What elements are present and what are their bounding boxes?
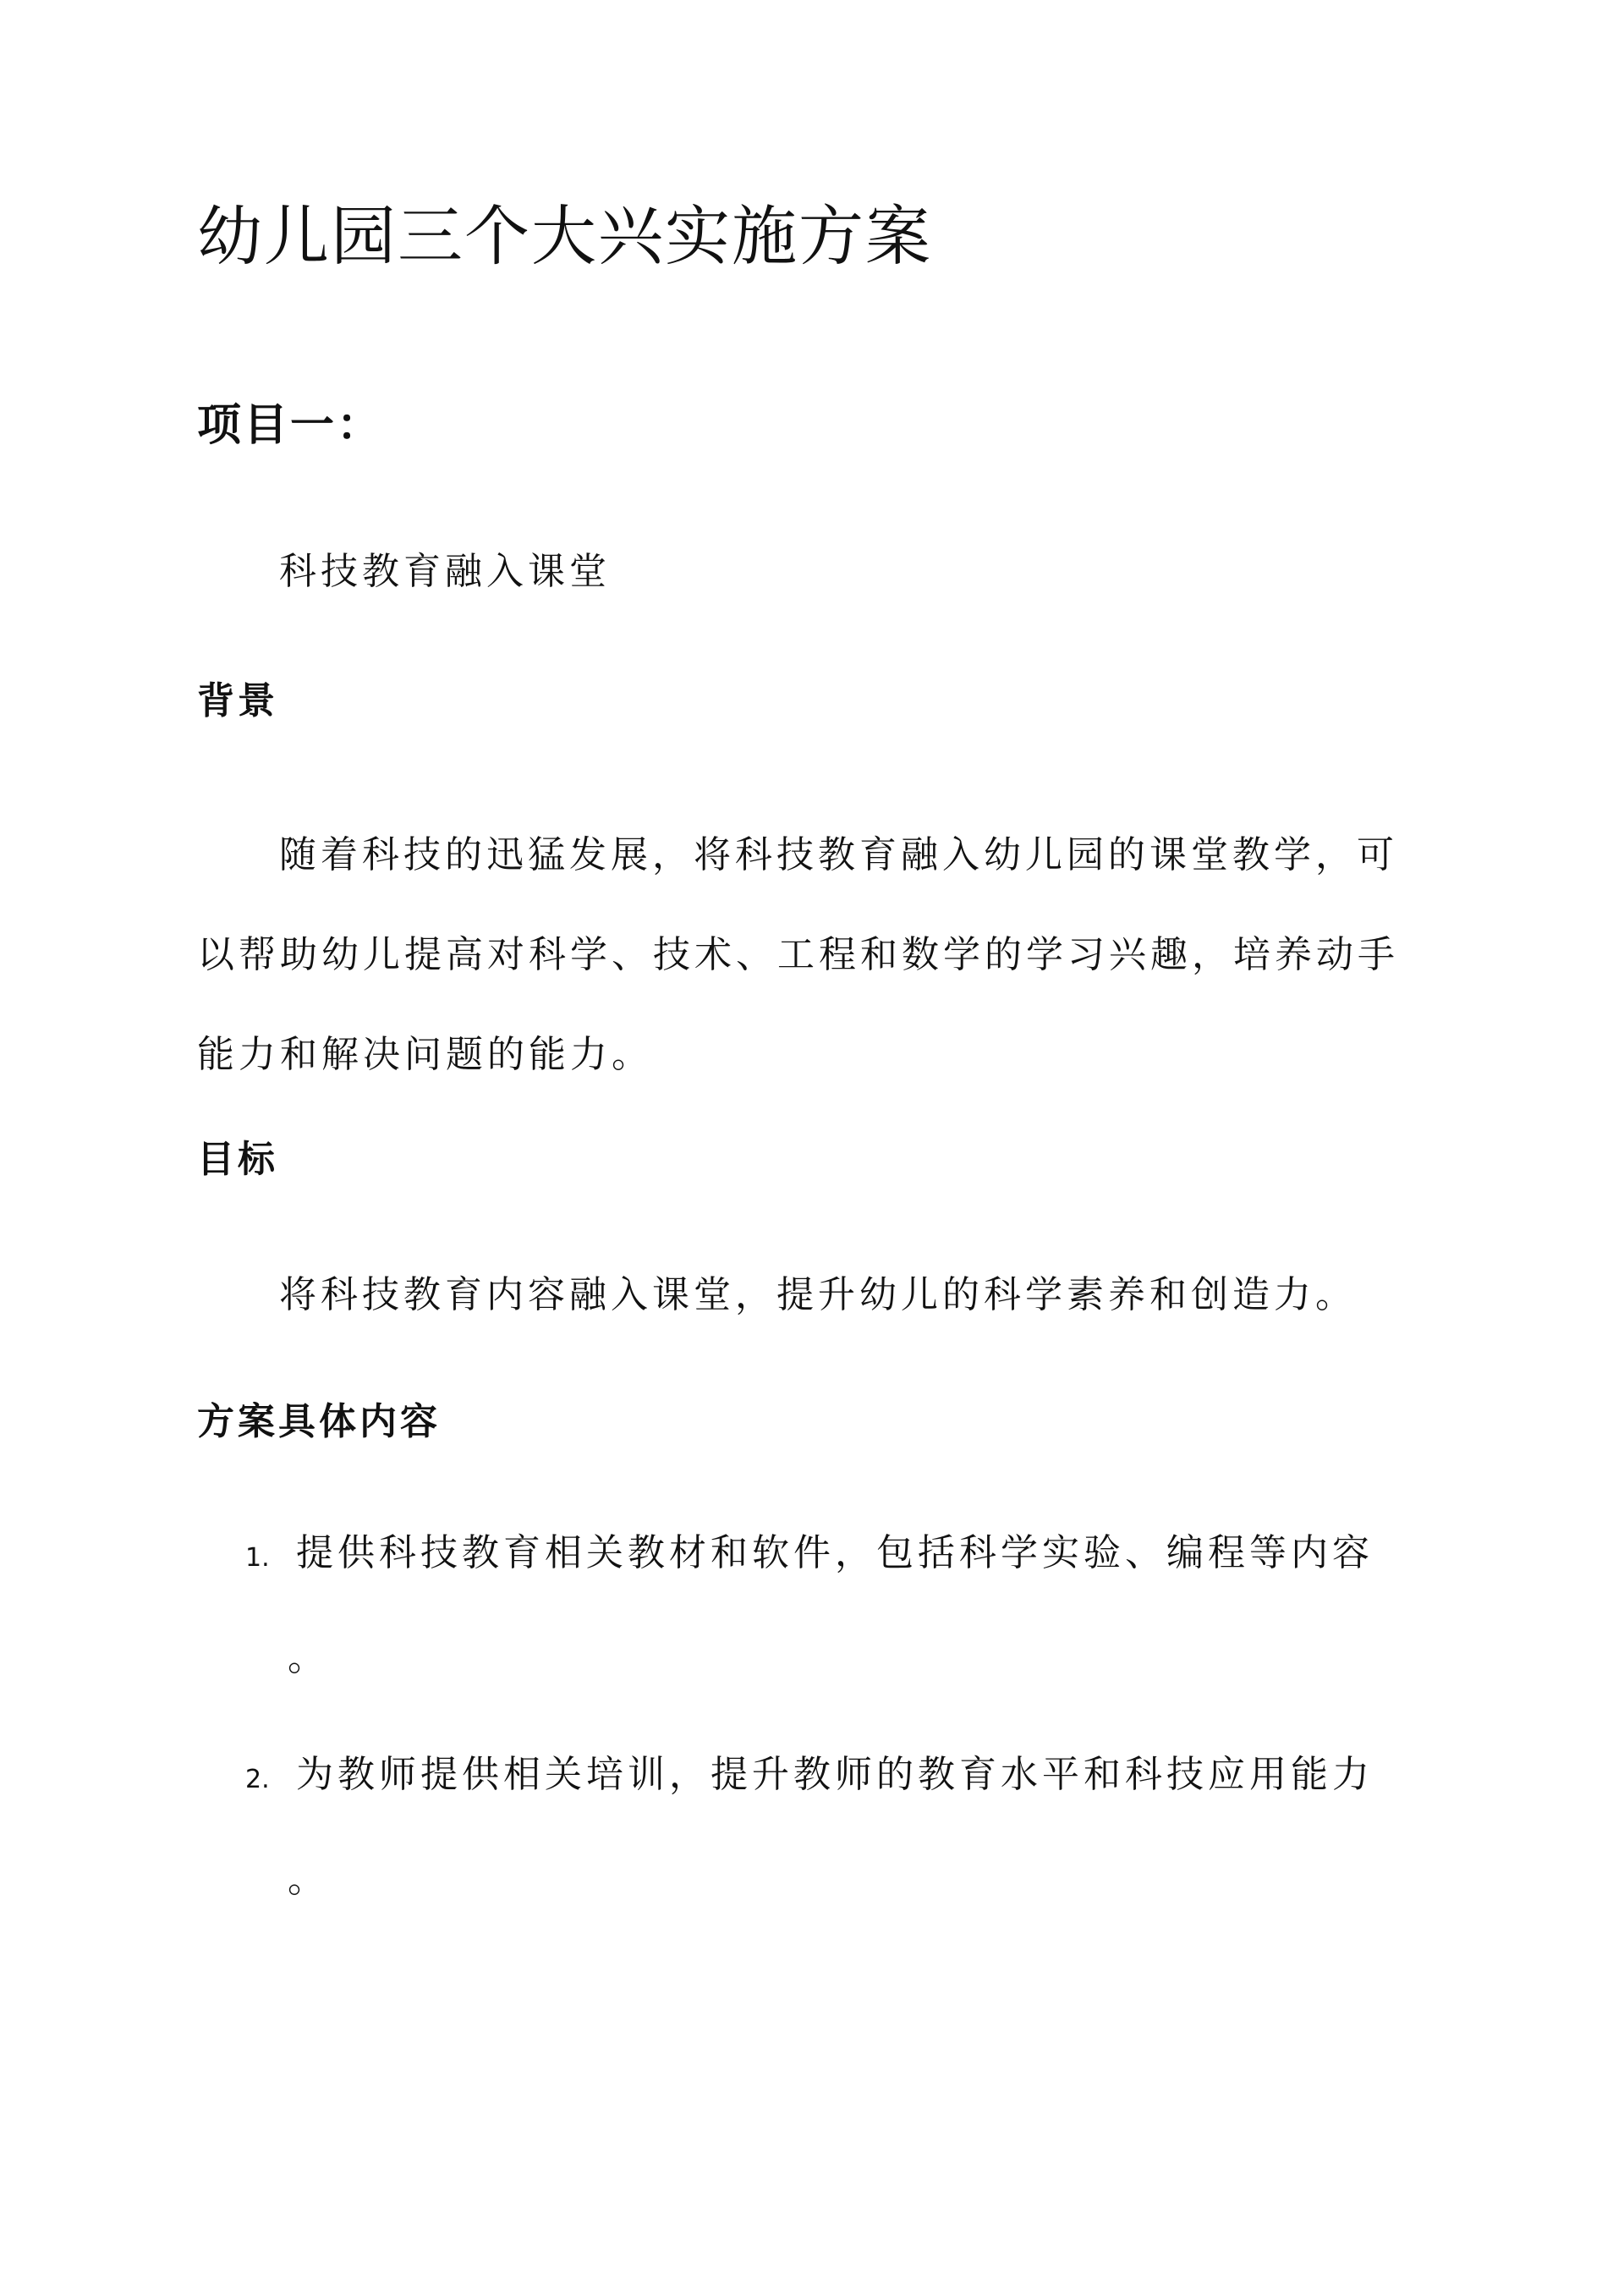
- project-heading: 项目一：: [197, 400, 384, 451]
- list-item-continuation: 。: [288, 1858, 325, 1901]
- list-item-text: 提供科技教育相关教材和软件，包括科学实验、编程等内容: [296, 1531, 1374, 1574]
- list-item-continuation: 。: [288, 1636, 325, 1679]
- goal-text: 将科技教育内容融入课堂，提升幼儿的科学素养和创造力。: [279, 1273, 1357, 1316]
- document-title: 幼儿园三个大兴实施方案: [197, 200, 932, 275]
- project-subtitle: 科技教育融入课堂: [279, 550, 611, 593]
- list-item-text: 为教师提供相关培训，提升教师的教育水平和科技应用能力: [296, 1753, 1374, 1796]
- content-heading: 方案具体内容: [197, 1400, 441, 1443]
- list-item-number: 1.: [245, 1543, 270, 1573]
- background-line-1: 随着科技的迅猛发展，将科技教育融入幼儿园的课堂教学，可: [279, 833, 1398, 876]
- list-item-number: 2.: [245, 1765, 270, 1794]
- background-heading: 背景: [197, 679, 278, 722]
- background-line-2: 以帮助幼儿提高对科学、技术、工程和数学的学习兴趣，培养动手: [197, 933, 1399, 976]
- background-paragraph: [197, 805, 1432, 1105]
- background-line-3: 能力和解决问题的能力。: [197, 1033, 653, 1076]
- goal-heading: 目标: [197, 1138, 278, 1181]
